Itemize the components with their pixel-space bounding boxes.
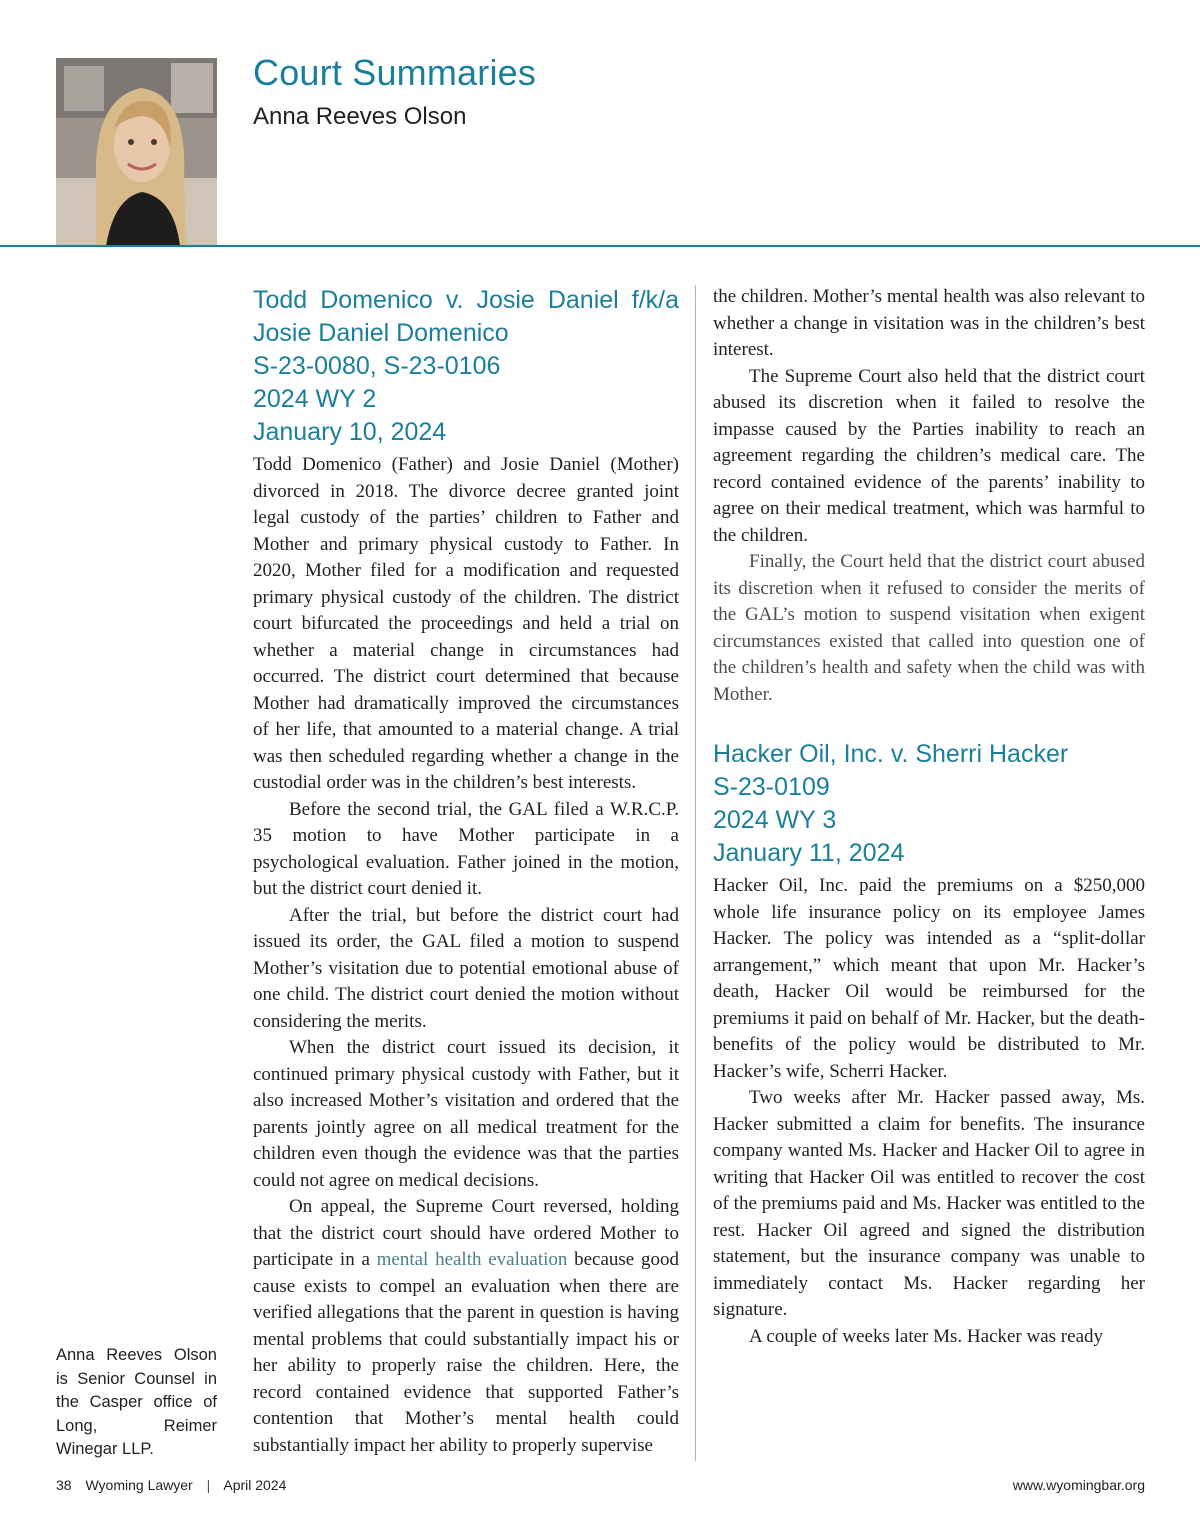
author-portrait-image [56,58,217,246]
docket-number: S-23-0109 [713,773,830,801]
case-heading-domenico [253,284,679,449]
left-column [253,284,679,1459]
author-photo [56,58,217,246]
website-link[interactable]: www.wyomingbar.org [1012,1477,1145,1493]
paragraph: Todd Domenico (Father) and Josie Daniel (Mother) divorced in 2018. The divorce decree granted joint legal custody of the parties’ children to Father and Mother and primary physical custody to Father. In 2020, Mother filed for a modification and requested primary physical custody of the children. The district court bifurcated the proceedings and held a trial on whether a material change in circumstances had occurred. The district court determined that because Mother had dramatically improved the circumstances of her life, that amounted to a material change. A trial was then scheduled regarding whether a change in the custodial order was in the children’s best interests. [253,454,679,793]
left-column-overflow [713,284,1145,1350]
case-heading-hacker [713,738,1145,870]
citation: 2024 WY 3 [713,806,837,834]
issue-date: April 2024 [223,1477,287,1493]
header-rule [0,245,1200,247]
paragraph-appeal [253,1194,679,1459]
author-bio: Anna Reeves Olson is Senior Counsel in the Casper office of Long, Reimer Winegar LLP. [56,1346,217,1458]
page-number: 38 [56,1477,72,1493]
right-column-flow [713,284,1145,1350]
decision-date: January 11, 2024 [713,839,905,867]
paragraph-text: because good cause exists to compel an evaluation when there are verified allegations that the parent in question is having mental problems that could substantially impact his or her ability to properly raise the children. Here, the record contained evidence that supported Father’s contention that Mother’s mental health could substantially impact her ability to properly supervise [253,1249,679,1456]
case-title-line: Hacker Oil, Inc. v. Sherri Hacker [713,740,1069,768]
paragraph: A couple of weeks later Ms. Hacker was ready [749,1325,1104,1347]
page-footer [56,1477,1145,1493]
author-name: Anna Reeves Olson [253,103,467,130]
publication-name: Wyoming Lawyer [85,1477,193,1493]
paragraph: Hacker Oil, Inc. paid the premiums on a $250,000 whole life insurance policy on its employee James Hacker. The policy was intended as a “split-dollar arrangement,” which meant that upon Mr. Hacker’s death, Hacker Oil would be reimbursed for the premiums it paid on behalf of Mr. Hacker, but the death-benefits of the policy would be distributed to Mr. Hacker’s wife, Scherri Hacker. [713,875,1145,1082]
docket-number: S-23-0080, S-23-0106 [253,352,501,380]
citation: 2024 WY 2 [253,385,377,413]
highlighted-link-text[interactable]: mental health evaluation [376,1249,568,1270]
paragraph-text: On appeal, the Supreme Court reversed, holding that the district court should have ordered Mother to participate in a [253,1196,679,1270]
paragraph: After the trial, but before the district court had issued its order, the GAL filed a motion to suspend Mother’s visitation due to potential emotional abuse of one child. The district court denied the motion without considering the merits. [253,904,679,1032]
decision-date: January 10, 2024 [253,418,447,446]
footer-separator: | [206,1477,211,1493]
paragraph: Before the second trial, the GAL filed a W.R.C.P. 35 motion to have Mother participate in a psychological evaluation. Father joined in the motion, but the district court denied it. [253,798,679,899]
paragraph: Two weeks after Mr. Hacker passed away, Ms. Hacker submitted a claim for benefits. The insurance company wanted Ms. Hacker and Hacker Oil to agree in writing that Hacker Oil was entitled to recover the cost of the premiums paid and Ms. Hacker was entitled to the rest. Hacker Oil agreed and signed the distribution statement, but the insurance company was unable to immediately contact Ms. Hacker regarding her signature. [713,1087,1145,1320]
paragraph: When the district court issued its decision, it continued primary physical custody with Father, but it also increased Mother’s visitation and ordered that the parents jointly agree on all medical treatment for the children even though the evidence was that the parties could not agree on medical decisions. [253,1037,679,1191]
paragraph: The Supreme Court also held that the district court abused its discretion when it failed to resolve the impasse caused by the Parties inability to reach an agreement regarding the children’s medical care. The record contained evidence of the parents’ inability to agree on their medical treatment, which was harmful to the children. [713,365,1145,546]
column-divider [695,285,696,1461]
section-title: Court Summaries [253,52,537,93]
paragraph: Finally, the Court held that the district court abused its discretion when it refused to consider the merits of the GAL’s motion to suspend visitation when exigent circumstances existed that called into question one of the children’s health and safety when the child was with Mother. [713,551,1145,705]
paragraph-continued: the children. Mother’s mental health was also relevant to whether a change in visitation was in the children’s best interest. [713,286,1145,360]
case-title-line: Josie Daniel Domenico [253,319,509,347]
case-title-line: Todd Domenico v. Josie Daniel f/k/a [253,286,679,314]
footer-left [56,1477,1145,1493]
